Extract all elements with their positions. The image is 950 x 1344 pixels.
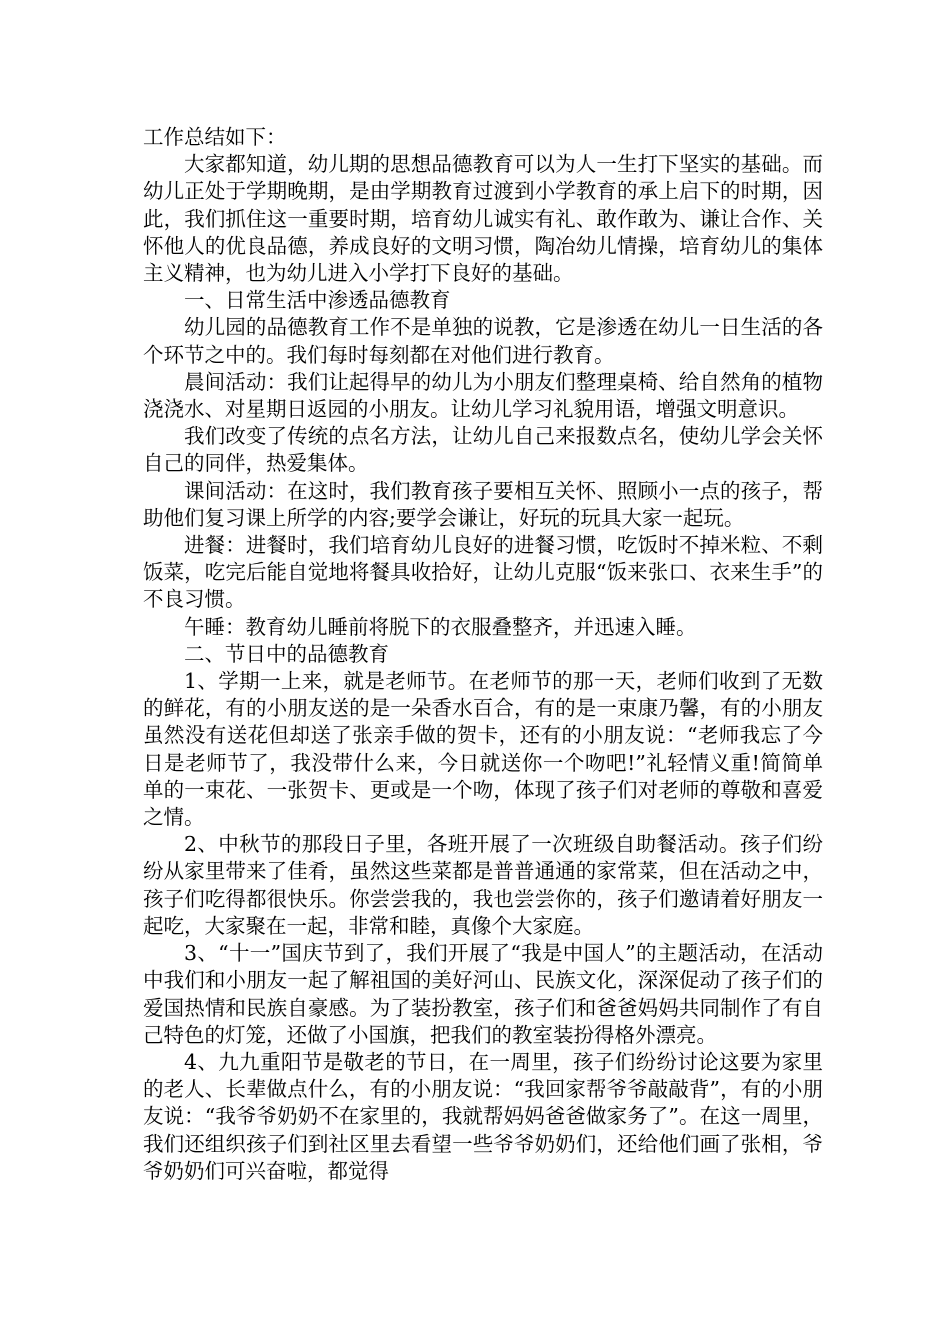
paragraph-national-day: 3、“十一”国庆节到了，我们开展了“我是中国人”的主题活动，在活动中我们和小朋友一起了解祖国的美好河山、民族文化，深深促动了孩子们的爱国热情和民族自豪感。为了装扮教室，孩子们和爸爸妈妈共同制作了有自己特色的灯笼，还做了小国旗，把我们的教室装扮得格外漂亮。 — [143, 941, 823, 1047]
paragraph-daily-life: 幼儿园的品德教育工作不是单独的说教，它是渗透在幼儿一日生活的各个环节之中的。我们每时每刻都在对他们进行教育。 — [143, 315, 823, 367]
paragraph-double-ninth: 4、九九重阳节是敬老的节日，在一周里，孩子们纷纷讨论这要为家里的老人、长辈做点什么，有的小朋友说：“我回家帮爷爷敲敲背”，有的小朋友说：“我爷爷奶奶不在家里的，我就帮妈妈爸爸做家务了”。在这一周里，我们还组织孩子们到社区里去看望一些爷爷奶奶们，还给他们画了张相，爷爷奶奶们可兴奋啦，都觉得 — [143, 1049, 823, 1183]
paragraph-overview: 大家都知道，幼儿期的思想品德教育可以为人一生打下坚实的基础。而幼儿正处于学期晚期，是由学期教育过渡到小学教育的承上启下的时期，因此，我们抓住这一重要时期，培育幼儿诚实有礼、敢作敢为、谦让合作、关怀他人的优良品德，养成良好的文明习惯，陶冶幼儿情操，培育幼儿的集体主义精神，也为幼儿进入小学打下良好的基础。 — [143, 152, 823, 286]
document-page — [143, 124, 823, 1185]
paragraph-roll-call: 我们改变了传统的点名方法，让幼儿自己来报数点名，使幼儿学会关怀自己的同伴，热爱集体。 — [143, 424, 823, 476]
paragraph-teachers-day: 1、学期一上来，就是老师节。在老师节的那一天，老师们收到了无数的鲜花，有的小朋友送的是一朵香水百合，有的是一束康乃馨，有的小朋友虽然没有送花但却送了张亲手做的贺卡，还有的小朋友说：“老师我忘了今日是老师节了，我没带什么来，今日就送你一个吻吧!”礼轻情义重!简简单单的一束花、一张贺卡、更或是一个吻，体现了孩子们对老师的尊敬和喜爱之情。 — [143, 669, 823, 830]
paragraph-nap: 午睡：教育幼儿睡前将脱下的衣服叠整齐，并迅速入睡。 — [184, 614, 697, 639]
paragraph-morning-activity: 晨间活动：我们让起得早的幼儿为小朋友们整理桌椅、给自然角的植物浇浇水、对星期日返园的小朋友。让幼儿学习礼貌用语，增强文明意识。 — [143, 369, 823, 422]
paragraph-meal: 进餐：进餐时，我们培育幼儿良好的进餐习惯，吃饭时不掉米粒、不剩饭菜，吃完后能自觉地将餐具收拾好，让幼儿克服“饭来张口、衣来生手”的不良习惯。 — [143, 533, 823, 612]
section-heading-daily-life: 一、日常生活中渗透品德教育 — [184, 288, 451, 313]
paragraph-break-activity: 课间活动：在这时，我们教育孩子要相互关怀、照顾小一点的孩子，帮助他们复习课上所学的内容;要学会谦让，好玩的玩具大家一起玩。 — [143, 478, 823, 530]
section-heading-holidays: 二、节日中的品德教育 — [184, 641, 389, 666]
paragraph-mid-autumn: 2、中秋节的那段日子里，各班开展了一次班级自助餐活动。孩子们纷纷从家里带来了佳肴，虽然这些菜都是普普通通的家常菜，但在活动之中，孩子们吃得都很快乐。你尝尝我的，我也尝尝你的，孩子们邀请着好朋友一起吃，大家聚在一起，非常和睦，真像个大家庭。 — [143, 832, 823, 938]
paragraph-intro: 工作总结如下： — [143, 125, 287, 149]
